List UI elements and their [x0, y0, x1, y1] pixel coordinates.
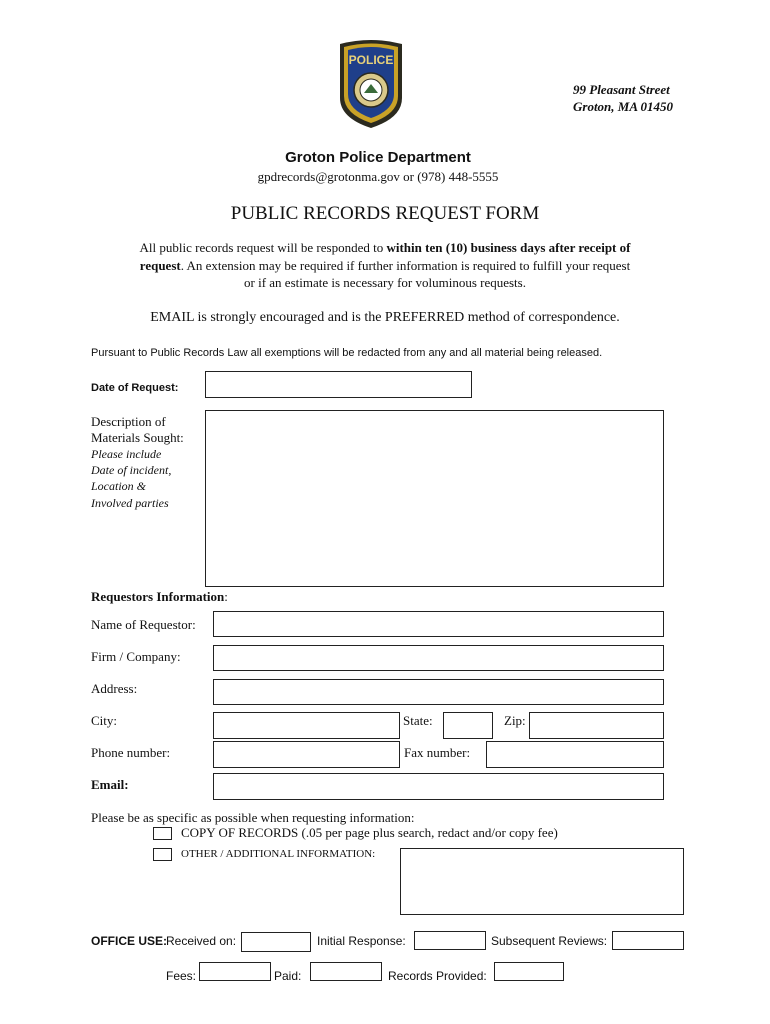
- intro-line-2-plain: . An extension may be required if further information is required to fulfill your request: [180, 258, 631, 273]
- description-hint-1: Please include: [91, 447, 162, 461]
- requestors-info-text: Requestors Information: [91, 589, 225, 604]
- intro-line-1-plain: All public records request will be responded to: [139, 240, 387, 255]
- description-hint-2: Date of incident,: [91, 463, 172, 477]
- subsequent-reviews-label: Subsequent Reviews:: [491, 934, 608, 948]
- state-input[interactable]: [443, 712, 493, 739]
- state-label: State:: [403, 713, 433, 728]
- requestors-info-colon: :: [224, 589, 228, 604]
- name-input[interactable]: [213, 611, 664, 637]
- office-use-heading: OFFICE USE:: [91, 934, 168, 948]
- records-provided-input[interactable]: [494, 962, 564, 981]
- zip-input[interactable]: [529, 712, 664, 739]
- other-info-textarea[interactable]: [400, 848, 684, 915]
- firm-label: Firm / Company:: [91, 649, 181, 664]
- intro-line-2-bold: request: [139, 258, 181, 273]
- firm-input[interactable]: [213, 645, 664, 671]
- department-contact: gpdrecords@grotonma.gov or (978) 448-5555: [257, 169, 499, 184]
- date-of-request-input[interactable]: [205, 371, 472, 398]
- email-input[interactable]: [213, 773, 664, 800]
- records-provided-label: Records Provided:: [388, 969, 487, 983]
- intro-line-1: [0, 240, 770, 256]
- fees-label: Fees:: [166, 969, 197, 983]
- paid-label: Paid:: [274, 969, 302, 983]
- description-label-1: Description of: [91, 414, 166, 429]
- initial-response-label: Initial Response:: [317, 934, 406, 948]
- phone-input[interactable]: [213, 741, 400, 768]
- intro-line-1-bold: within ten (10) business days after receipt of: [386, 240, 631, 255]
- svg-text:POLICE: POLICE: [348, 53, 394, 67]
- initial-response-input[interactable]: [414, 931, 486, 950]
- received-on-input[interactable]: [241, 932, 311, 952]
- intro-line-3: or if an estimate is necessary for voluminous requests.: [244, 275, 526, 290]
- requestors-info-heading: [91, 589, 228, 605]
- address-label: Address:: [91, 681, 138, 696]
- description-textarea[interactable]: [205, 410, 664, 587]
- description-hint-4: Involved parties: [91, 496, 169, 510]
- form-title: PUBLIC RECORDS REQUEST FORM: [230, 203, 540, 224]
- city-input[interactable]: [213, 712, 400, 739]
- fax-input[interactable]: [486, 741, 664, 768]
- police-badge-logo: [336, 38, 406, 130]
- fax-label: Fax number:: [404, 745, 471, 760]
- intro-line-2: [0, 258, 770, 274]
- email-label: Email:: [91, 777, 129, 792]
- description-label-2: Materials Sought:: [91, 430, 184, 445]
- address-city-line: Groton, MA 01450: [573, 99, 674, 114]
- subsequent-reviews-input[interactable]: [612, 931, 684, 950]
- phone-label: Phone number:: [91, 745, 171, 760]
- copy-records-label: COPY OF RECORDS (.05 per page plus search, redact and/or copy fee): [181, 825, 558, 840]
- name-label: Name of Requestor:: [91, 617, 196, 632]
- address-input[interactable]: [213, 679, 664, 705]
- date-of-request-label: Date of Request:: [91, 382, 179, 394]
- other-info-checkbox[interactable]: [153, 848, 172, 861]
- city-label: City:: [91, 713, 118, 728]
- department-name: Groton Police Department: [285, 149, 471, 166]
- request-prompt: Please be as specific as possible when requesting information:: [91, 810, 415, 825]
- other-info-label: OTHER / ADDITIONAL INFORMATION:: [181, 848, 376, 860]
- address-street: 99 Pleasant Street: [573, 82, 670, 97]
- copy-records-checkbox[interactable]: [153, 827, 172, 840]
- exemptions-note: Pursuant to Public Records Law all exemptions will be redacted from any and all material being released.: [91, 347, 603, 359]
- received-on-label: Received on:: [166, 934, 237, 948]
- zip-label: Zip:: [504, 713, 526, 728]
- email-note: EMAIL is strongly encouraged and is the PREFERRED method of correspondence.: [150, 310, 620, 325]
- paid-input[interactable]: [310, 962, 382, 981]
- fees-input[interactable]: [199, 962, 271, 981]
- description-hint-3: Location &: [91, 479, 147, 493]
